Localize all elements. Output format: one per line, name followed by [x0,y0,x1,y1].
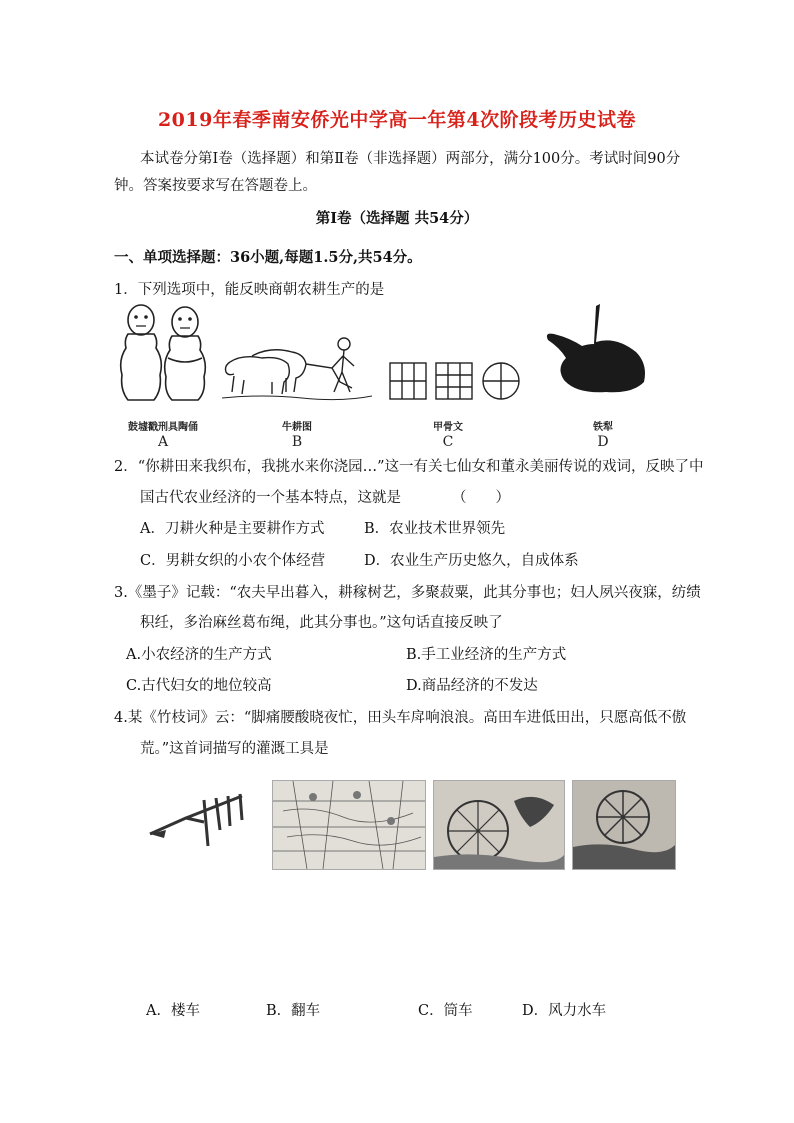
q3-option-a: A.小农经济的生产方式 [126,647,272,663]
q3-stem-line-2: 积纴，多治麻丝葛布绳，此其分事也。”这句话直接反映了 [140,615,503,631]
q3-option-b: B.手工业经济的生产方式 [406,647,567,663]
q4-stem-line-2: 荒。”这首词描写的灌溉工具是 [140,741,329,757]
oracle-bone-characters-image [388,360,523,402]
q1-letter-b: B [291,434,303,450]
q2-option-d: D．农业生产历史悠久，自成体系 [364,553,579,569]
q4-stem-line-1: 4.某《竹枝词》云：“脚痛腰酸晓夜忙，田头车戽响浪浪。高田车进低田出，只愿高低不傲 [114,710,687,726]
ox-plowing-image [222,332,372,410]
q1-caption-a: 鼓墟戳刑具陶俑 [128,422,198,433]
q2-option-c: C．男耕女织的小农个体经营 [140,553,326,569]
section-title: 第Ⅰ卷（选择题 共54分） [315,210,479,227]
windmill-scene-image [572,780,676,870]
q1-caption-b: 牛耕图 [282,422,312,433]
q1-caption-d: 铁犁 [593,422,613,433]
q2-option-b: B．农业技术世界领先 [364,521,506,537]
q4-option-b: B．翻车 [266,1003,321,1019]
water-wheel-scene-image [433,780,565,870]
q3-option-d: D.商品经济的不发达 [406,678,538,694]
q1-letter-a: A [157,434,169,450]
q4-option-a: A．楼车 [146,1003,200,1019]
q1-letter-d: D [597,434,609,450]
q2-stem-line-2: 国古代农业经济的一个基本特点，这就是 [140,490,401,506]
q1-letter-c: C [442,434,454,450]
q2-answer-paren: （ ） [452,490,510,506]
intro-line-1: 本试卷分第Ⅰ卷（选择题）和第Ⅱ卷（非选择题）两部分，满分100分。考试时间90分 [140,151,681,167]
q2-option-a: A．刀耕火种是主要耕作方式 [140,521,325,537]
plow-tool-image [146,790,250,852]
part-title: 一、单项选择题：36小题,每题1.5分,共54分。 [114,249,422,266]
chain-pump-scene-image [272,780,426,870]
q3-option-c: C.古代妇女的地位较高 [126,678,272,694]
clay-figurines-image [108,300,218,405]
page-title: 2019年春季南安侨光中学高一年第4次阶段考历史试卷 [157,109,637,131]
intro-line-2: 钟。答案按要求写在答题卷上。 [114,178,317,194]
iron-plow-image [536,302,672,398]
q2-stem-line-1: 2．“你耕田来我织布，我挑水来你浇园…”这一有关七仙女和董永美丽传说的戏词，反映了中 [114,459,704,475]
q4-option-c: C．筒车 [418,1003,473,1019]
q1-stem: 1．下列选项中，能反映商朝农耕生产的是 [114,282,385,298]
q4-option-d: D．风力水车 [522,1003,607,1019]
q3-stem-line-1: 3.《墨子》记载：“农夫早出暮入，耕稼树艺，多聚菽粟，此其分事也；妇人夙兴夜寐，纺绩 [114,585,701,601]
q1-caption-c: 甲骨文 [433,422,463,433]
